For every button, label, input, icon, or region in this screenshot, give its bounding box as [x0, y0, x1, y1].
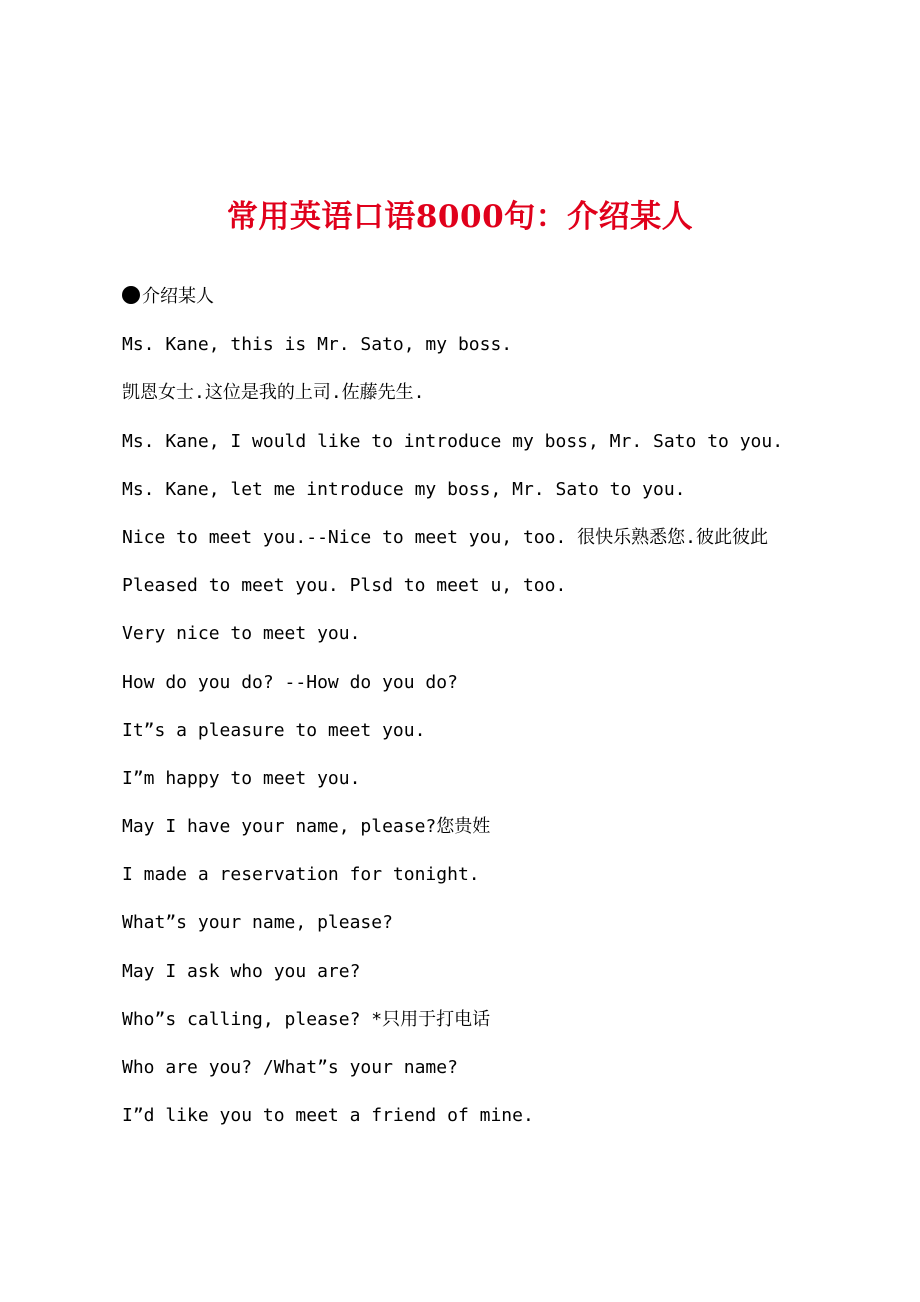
text-line: I”d like you to meet a friend of mine.	[122, 1105, 534, 1127]
section-heading-text: 介绍某人	[142, 286, 214, 307]
bullet-icon	[122, 286, 140, 304]
content-lines	[122, 281, 842, 1148]
text-line: I”m happy to meet you.	[122, 767, 361, 789]
text-line: 凯恩女士.这位是我的上司.佐藤先生.	[122, 382, 425, 404]
text-line: Nice to meet you.--Nice to meet you, too. 很快乐熟悉您.彼此彼此	[122, 526, 768, 548]
text-line: Ms. Kane, I would like to introduce my boss, Mr. Sato to you.	[122, 430, 784, 452]
section-heading	[122, 281, 842, 329]
text-line: Ms. Kane, this is Mr. Sato, my boss.	[122, 334, 513, 356]
text-line: Ms. Kane, let me introduce my boss, Mr. Sato to you.	[122, 478, 686, 500]
page-title: 常用英语口语8000句：介绍某人	[226, 199, 694, 235]
text-line: Very nice to meet you.	[122, 623, 361, 645]
text-line: Pleased to meet you. Plsd to meet u, too.	[122, 575, 567, 597]
text-line: Who”s calling, please? *只用于打电话	[122, 1008, 491, 1030]
text-line: May I have your name, please?您贵姓	[122, 816, 491, 838]
text-line: How do you do? --How do you do?	[122, 671, 458, 693]
text-line: I made a reservation for tonight.	[122, 864, 480, 886]
text-line: What”s your name, please?	[122, 912, 393, 934]
text-line: May I ask who you are?	[122, 960, 361, 982]
text-line: Who are you? /What”s your name?	[122, 1057, 458, 1078]
text-line: It”s a pleasure to meet you.	[122, 719, 426, 741]
